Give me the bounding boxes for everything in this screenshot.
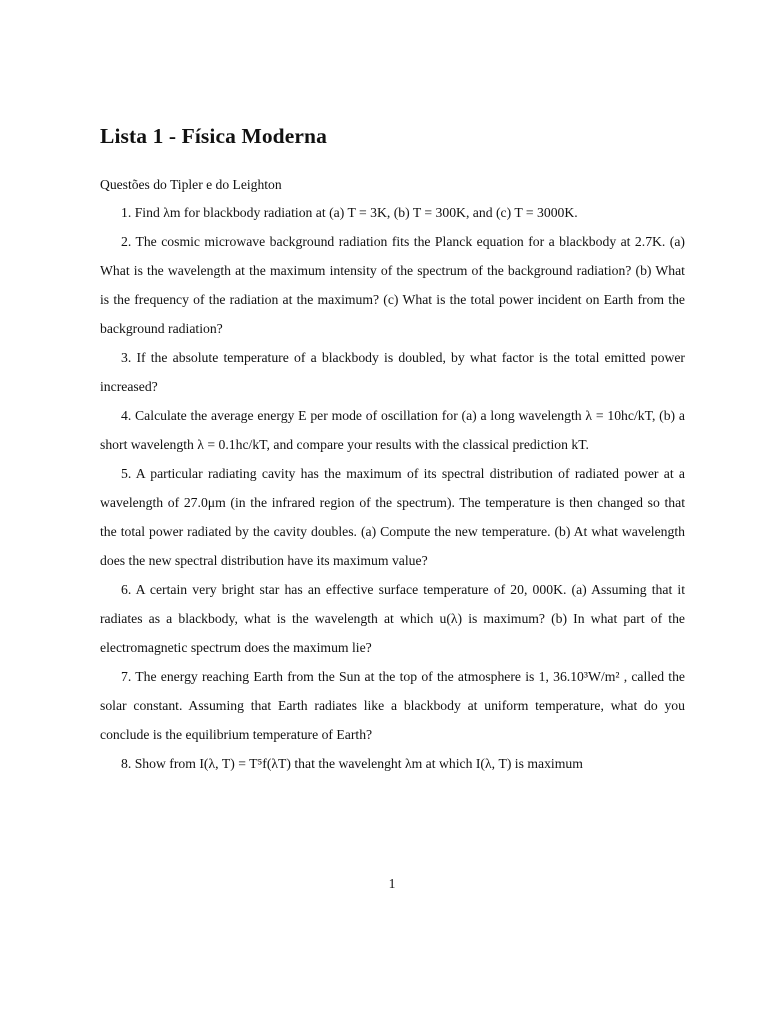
- problem-item: 4. Calculate the average energy E per mode of oscillation for (a) a long wavelength λ = 10hc/kT, (b) a short wavelength λ = 0.1hc/kT, and compare your results with the classical prediction kT.: [100, 408, 685, 452]
- page-number: 1: [388, 876, 396, 891]
- page-title: Lista 1 - Física Moderna: [100, 124, 327, 148]
- problem-item: 6. A certain very bright star has an effective surface temperature of 20, 000K. (a) Assuming that it radiates as a blackbody, what is the wavelength at which u(λ) is maximum? (b) In what part of the electromagnetic spectrum does the maximum lie?: [100, 582, 685, 655]
- problem-item: 7. The energy reaching Earth from the Sun at the top of the atmosphere is 1, 36.10³W/m² , called the solar constant. Assuming that Earth radiates like a blackbody at uniform temperature, what do you conclude is the equilibrium temperature of Earth?: [100, 669, 685, 742]
- problem-item: 1. Find λm for blackbody radiation at (a) T = 3K, (b) T = 300K, and (c) T = 3000K.: [121, 205, 578, 220]
- page-subtitle: Questões do Tipler e do Leighton: [100, 177, 282, 192]
- problem-item: 8. Show from I(λ, T) = T⁵f(λT) that the wavelenght λm at which I(λ, T) is maximum: [121, 756, 583, 771]
- problem-list: [100, 198, 685, 778]
- problem-item: 2. The cosmic microwave background radiation fits the Planck equation for a blackbody at 2.7K. (a) What is the wavelength at the maximum intensity of the spectrum of the background radiation? (b) What is the frequency of the radiation at the maximum? (c) What is the total power incident on Earth from the background radiation?: [100, 234, 685, 336]
- problem-item: 5. A particular radiating cavity has the maximum of its spectral distribution of radiated power at a wavelength of 27.0μm (in the infrared region of the spectrum). The temperature is then changed so that the total power radiated by the cavity doubles. (a) Compute the new temperature. (b) At what wavelength does the new spectral distribution have its maximum value?: [100, 466, 685, 568]
- problem-item: 3. If the absolute temperature of a blackbody is doubled, by what factor is the total emitted power increased?: [100, 350, 685, 394]
